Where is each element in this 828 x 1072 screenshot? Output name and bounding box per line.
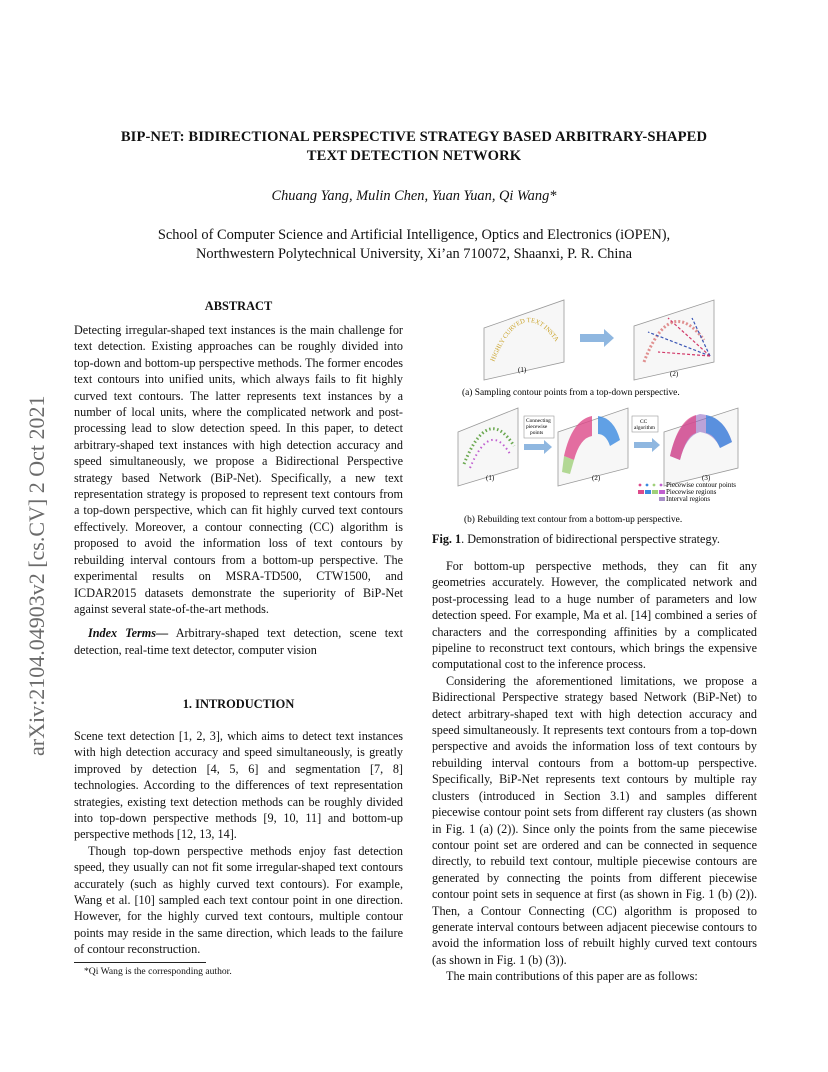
right-column-body — [432, 558, 757, 985]
label-a1: (1) — [518, 366, 527, 374]
title-line-2: TEXT DETECTION NETWORK — [306, 148, 522, 164]
arxiv-sidebar — [14, 290, 54, 760]
affiliation-line-1: School of Computer Science and Artificial Intelligence, Optics and Electronics (iOPEN), — [157, 227, 671, 243]
figure-1 — [452, 296, 752, 526]
right-paragraph-3: The main contributions of this paper are as follows: — [446, 969, 698, 984]
intro-body — [74, 728, 403, 958]
arrow-a — [580, 329, 614, 347]
right-paragraph-1: For bottom-up perspective methods, they can fit any geometries accurately. However, the complicated network and post-processing lead to a huge number of parameters and low detection speed. For example, Ma et al. [14] combined a series of characters and the corresponding affinities by a complicated pipeline to reconstruct text contours, which brings the expensive computational cost to the inference process. — [432, 559, 757, 672]
index-terms-text: Arbitrary-shaped text detection, scene text detection, real-time text detector, computer vision — [74, 626, 403, 657]
label-b3: (3) — [702, 474, 711, 482]
paper-title — [60, 128, 768, 166]
abstract-body — [74, 322, 403, 658]
cc-label: CC algorithm — [634, 419, 655, 431]
title-line-1: BIP-NET: BIDIRECTIONAL PERSPECTIVE STRATEGY BASED ARBITRARY-SHAPED — [120, 129, 708, 145]
affiliation — [60, 226, 768, 264]
figure-caption-label: Fig. 1 — [432, 532, 462, 546]
intro-paragraph-2: Though top-down perspective methods enjoy fast detection speed, they usually can not fit some irregular-shaped text contours accurately (such as highly curved text contours). For example, Wang et al. [10] sampled each text contour point in one direction. However, for the highly curved text contours, multiple contour points may reside in the same direction, which leads to the failure of contour reconstruction. — [74, 843, 403, 957]
label-a2: (2) — [670, 370, 679, 378]
legend-3: Interval regions — [666, 495, 711, 503]
legend-1: Piecewise contour points — [666, 481, 736, 489]
affiliation-line-2: Northwestern Polytechnical University, Xi’an 710072, Shaanxi, P. R. China — [196, 246, 632, 262]
intro-heading: 1. INTRODUCTION — [182, 697, 295, 711]
footnote-rule — [74, 962, 206, 963]
index-terms — [74, 625, 403, 658]
footnote: *Qi Wang is the corresponding author. — [84, 966, 232, 977]
legend — [638, 481, 736, 503]
intro-paragraph-1: Scene text detection [1, 2, 3], which aims to detect text instances with high detection accuracy and speed simultaneously, is greatly improved by detection [4, 5, 6] and segmentation [7, 8] technologies. According to the differences of text representation strategies, existing text detection methods can be roughly divided into top-down perspective methods [9, 10, 11] and bottom-up perspective methods [12, 13, 14]. — [74, 729, 403, 842]
right-paragraph-2: Considering the aforementioned limitations, we propose a Bidirectional Perspective strategy based Network (BiP-Net) to detect arbitrary-shaped text with high detection accuracy and speed simultaneously. It represents text contours from a top-down perspective and avoids the information loss of text contours by rebuilding interval contours from a bottom-up perspective. Specifically, BiP-Net represents text contours by multiple ray clusters (introduced in Section 3.1) and samples different piecewise contour point sets from different ray clusters (as shown in Fig. 1 (a) (2)). Since only the points from the same piecewise contour point set are ordered and can be connected in sequence directly, to rebuild text contour, multiple piecewise contours are generated by connecting the points from different piecewise contour point sets in sequence at first (as shown in Fig. 1 (b) (2)). Then, a Contour Connecting (CC) algorithm is proposed to generate interval contours between adjacent piecewise contours to avoid the information loss of rebuilt highly curved text contours (as shown in Fig. 1 (b) (3)). — [432, 673, 757, 967]
caption-b: (b) Rebuilding text contour from a bottom-up perspective. — [464, 515, 683, 525]
caption-a: (a) Sampling contour points from a top-down perspective. — [462, 388, 680, 398]
label-b1: (1) — [486, 474, 495, 482]
connecting-label: Connecting piecewise points — [526, 418, 551, 436]
abstract-text: Detecting irregular-shaped text instances is the main challenge for text detection. Existing approaches can be roughly divided into top-down and bottom-up perspective methods. The former encodes text contours into unified units, which always fails to fit highly curved text contours. The latter represents text instances by a number of local units, where the complicated network and post-processing lead to slow detection speed. In this paper, to detect arbitrary-shaped text instances with high detection accuracy and speed simultaneously, we propose a Bidirectional Perspective strategy based Network (BiP-Net). Specifically, a new text representation strategy is proposed to represent text contours from a top-down perspective, which can fit highly curved text contours effectively. Moreover, a contour connecting (CC) algorithm is proposed to avoid the information loss of text contours by rebuilding interval contours from a bottom-up perspective. The experimental results on MSRA-TD500, CTW1500, and ICDAR2015 datasets demonstrate the superiority of BiP-Net against several state-of-the-art methods. — [74, 323, 403, 616]
abstract-heading: ABSTRACT — [204, 299, 273, 313]
figure-caption — [432, 532, 720, 547]
arrow-b2 — [634, 438, 660, 452]
arxiv-id: arXiv:2104.04903v2 [cs.CV] 2 Oct 2021 — [24, 395, 49, 756]
index-terms-label: Index Terms— — [88, 626, 169, 641]
figure-caption-text: . Demonstration of bidirectional perspective strategy. — [461, 532, 720, 546]
label-b2: (2) — [592, 474, 601, 482]
legend-2: Piecewise regions — [666, 488, 717, 496]
figure-graphic — [452, 296, 752, 526]
curved-text: HIGHLY CURVED TEXT INSTA — [489, 317, 560, 363]
arrow-b1 — [524, 440, 552, 454]
authors: Chuang Yang, Mulin Chen, Yuan Yuan, Qi Wang* — [271, 188, 557, 204]
